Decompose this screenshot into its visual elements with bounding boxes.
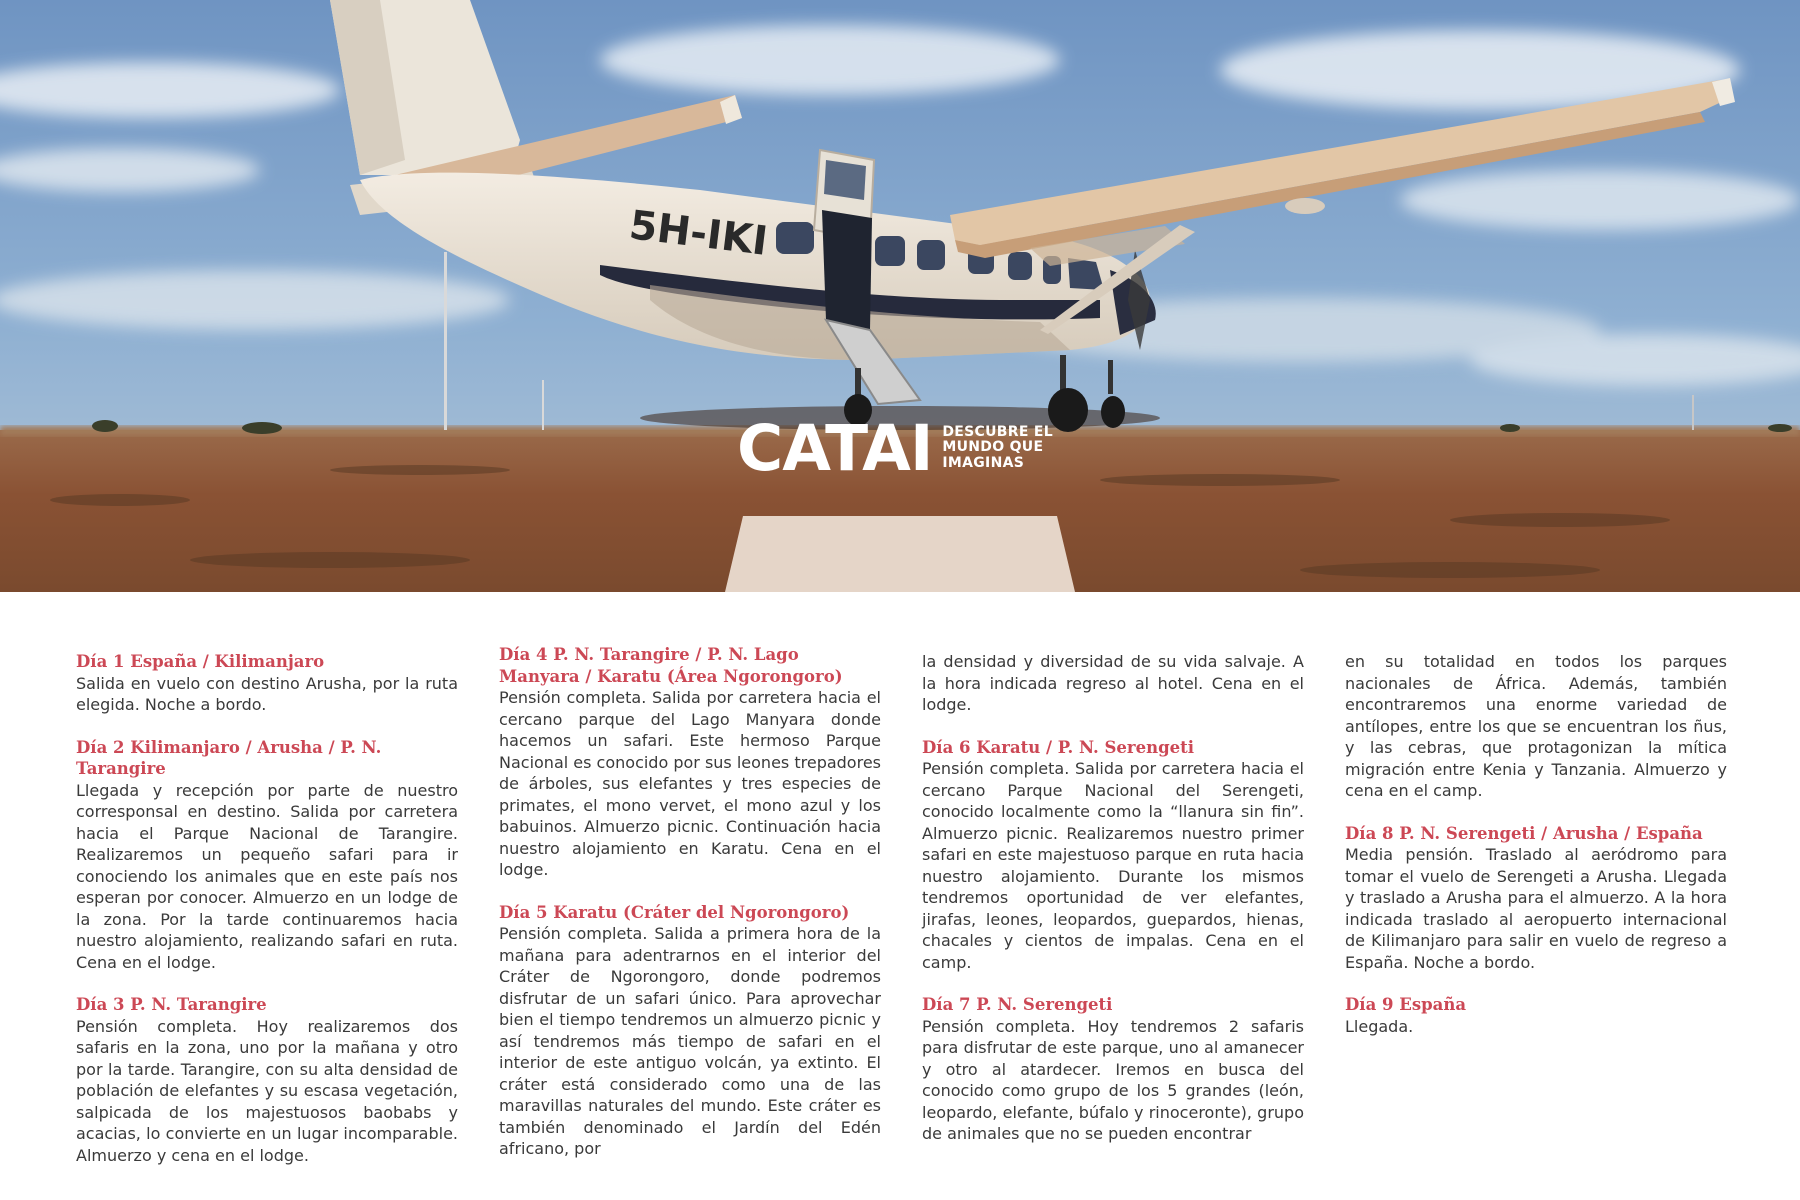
day-description: Salida en vuelo con destino Arusha, por la ruta elegida. Noche a bordo. [76, 673, 458, 714]
day-2 [76, 737, 458, 974]
day-description: Pensión completa. Salida por carretera hacia el cercano parque del Lago Manyara donde hacemos un safari. Este hermoso Parque Nacional es conocido por sus leones trepadores de árboles, sus elefantes y tres especies de primates, el mono vervet, el mono azul y los babuinos. Almuerzo picnic. Continuación hacia nuestro alojamiento en Karatu. Cena en el lodge. [499, 688, 881, 879]
day-description: la densidad y diversidad de su vida salvaje. A la hora indicada regreso al hotel. Cena en el lodge. [922, 652, 1304, 714]
day-1 [76, 651, 458, 716]
header-tab-shape [725, 516, 1075, 592]
day-title: Día 8 P. N. Serengeti / Arusha / España [1345, 823, 1703, 843]
day-title: Día 3 P. N. Tarangire [76, 995, 267, 1014]
day-5 [499, 902, 881, 1160]
itinerary-column-3 [922, 651, 1304, 1187]
day-description: Llegada. [1345, 1016, 1414, 1036]
day-title: Día 5 Karatu (Cráter del Ngorongoro) [499, 902, 850, 922]
day-7-continued [1345, 651, 1727, 802]
day-title: Día 9 España [1345, 995, 1467, 1014]
catai-logo [737, 411, 1053, 485]
itinerary-columns [76, 645, 1727, 1171]
aircraft-registration: 5H-IKI [626, 202, 771, 265]
day-7 [922, 994, 1304, 1145]
day-description: Pensión completa. Salida por carretera hacia el cercano Parque Nacional del Serengeti, conocido localmente como la “llanura sin fin”. Almuerzo picnic. Realizaremos nuestro primer safari en este majestuoso parque en ruta hacia nuestro alojamiento. Durante los mismos tendremos oportunidad de ver elefantes, jirafas, leones, leopardos, guepardos, hienas, chacales y cientos de impalas. Cena en el camp. [922, 759, 1304, 972]
day-9 [1345, 994, 1727, 1037]
day-description: Llegada y recepción por parte de nuestro corresponsal en destino. Salida por carretera hacia el Parque Nacional de Tarangire. Realizaremos un pequeño safari para ir conociendo los animales que en este país nos esperan por conocer. Almuerzo en un lodge de la zona. Por la tarde continuaremos hacia nuestro alojamiento, realizando safari en ruta. Cena en el lodge. [76, 780, 458, 972]
airplane-on-savanna-photo [0, 0, 1800, 592]
logo-tagline: DESCUBRE EL MUNDO QUE IMAGINAS [942, 423, 1053, 471]
day-5-continued [922, 651, 1304, 716]
logo-wordmark: CATAI [737, 411, 933, 485]
day-6 [922, 737, 1304, 974]
itinerary-column-1 [76, 651, 458, 1187]
day-description: Media pensión. Traslado al aeródromo para tomar el vuelo de Serengeti a Arusha. Llegada y traslado a Arusha para el almuerzo. A la hora indicada traslado al aeropuerto internacional de Kilimanjaro para salir en vuelo de regreso a España. Noche a bordo. [1345, 845, 1727, 972]
itinerary-column-4 [1345, 651, 1727, 1187]
day-title: Día 6 Karatu / P. N. Serengeti [922, 737, 1194, 757]
day-title: Día 1 España / Kilimanjaro [76, 652, 325, 671]
day-description: en su totalidad en todos los parques nacionales de África. Además, también encontraremos una enorme variedad de antílopes, entre los que se encuentran los ñus, y las cebras, que protagonizan la mítica migración entre Kenia y Tanzania. Almuerzo y cena en el camp. [1345, 652, 1727, 800]
day-description: Pensión completa. Salida a primera hora de la mañana para adentrarnos en el interior del Cráter de Ngorongoro, donde podremos disfrutar de un safari único. Para aprovechar bien el tiempo tendremos un almuerzo picnic y así tendremos más tiempo de safari en el interior de este antiguo volcán, ya extinto. El cráter está considerado como una de las maravillas naturales del mundo. Este cráter es también denominado el Jardín del Edén africano, por [499, 924, 881, 1158]
day-3 [76, 994, 458, 1166]
day-description: Pensión completa. Hoy realizaremos dos safaris en la zona, uno por la mañana y otro por la tarde. Tarangire, con su alta densidad de población de elefantes y su escasa vegetación, salpicada de los majestuosos baobabs y acacias, lo convierte en un lugar incomparable. Almuerzo y cena en el lodge. [76, 1016, 458, 1165]
day-description: Pensión completa. Hoy tendremos 2 safaris para disfrutar de este parque, uno al amanecer y otro al atardecer. Iremos en busca del conocido como grupo de los 5 grandes (león, leopardo, elefante, búfalo y rinoceronte), grupo de animales que no se pueden encontrar [922, 1016, 1304, 1143]
itinerary-column-2 [499, 644, 881, 1187]
hero-photo [0, 0, 1800, 592]
day-4 [499, 644, 881, 881]
day-8 [1345, 823, 1727, 974]
day-title: Día 2 Kilimanjaro / Arusha / P. N. Tarangire [76, 737, 382, 778]
day-title: Día 7 P. N. Serengeti [922, 995, 1113, 1014]
day-title: Día 4 P. N. Tarangire / P. N. Lago Manyara / Karatu (Área Ngorongoro) [499, 645, 843, 686]
